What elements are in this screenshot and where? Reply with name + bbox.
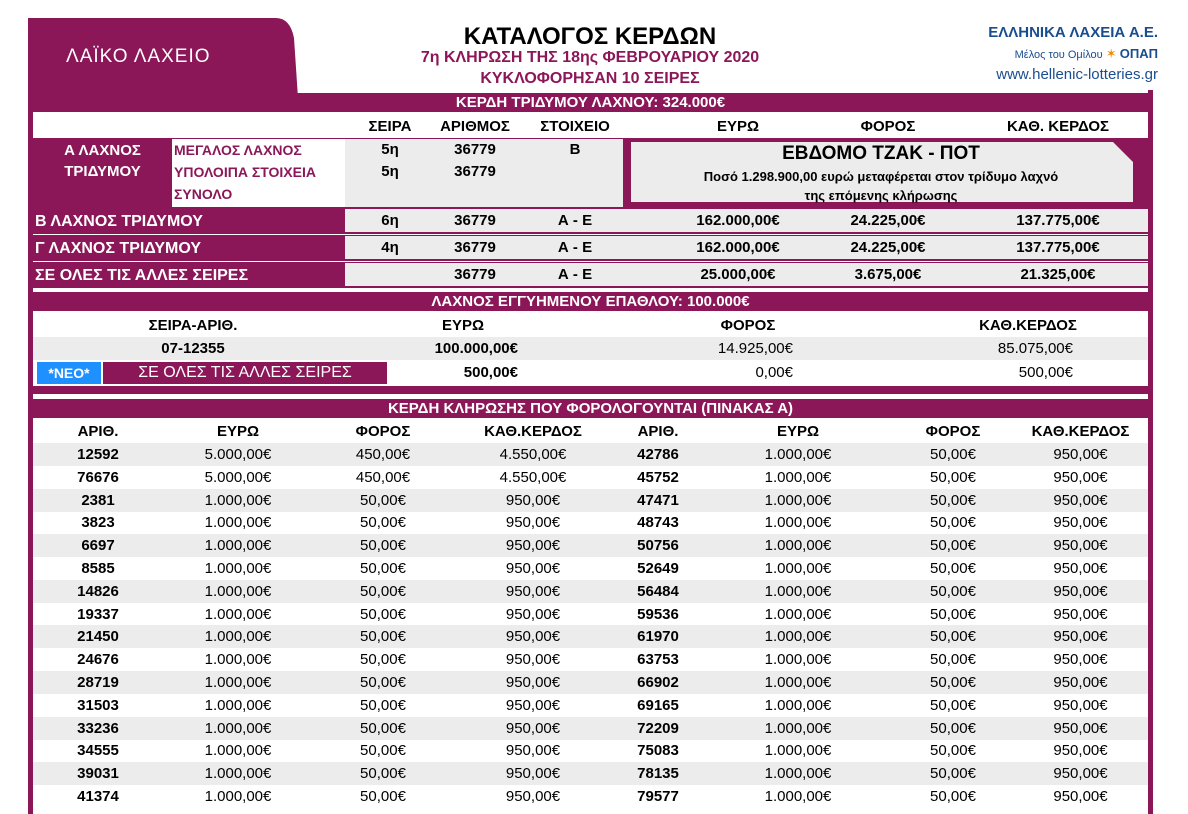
table-cell: 50,00€ xyxy=(930,651,976,669)
table-cell: 1.000,00€ xyxy=(764,537,832,555)
triple-row-label: Β ΛΑΧΝΟΣ ΤΡΙΔΥΜΟΥ xyxy=(35,213,203,230)
page-title: ΚΑΤΑΛΟΓΟΣ ΚΕΡΔΩΝ xyxy=(463,23,717,50)
triple-row-element: Α - Ε xyxy=(557,239,593,256)
table-cell: 50,00€ xyxy=(360,788,406,805)
triple-band: ΚΕΡΔΗ ΤΡΙΔΥΜΟΥ ΛΑΧΝΟΥ: 324.000€ xyxy=(33,93,1148,112)
table-cell: 1.000,00€ xyxy=(764,560,832,577)
table-cell: 950,00€ xyxy=(1053,514,1108,532)
table-cell: 50,00€ xyxy=(360,582,406,600)
table-row xyxy=(33,557,1148,580)
table-cell: 950,00€ xyxy=(505,582,561,600)
opap-logo-text: ΟΠΑΠ xyxy=(1119,46,1158,61)
table-cell: 50,00€ xyxy=(930,468,976,486)
table-cell: 33236 xyxy=(77,719,119,737)
table-cell: 1.000,00€ xyxy=(764,605,832,623)
new-badge: *ΝΕΟ* xyxy=(37,362,101,384)
table-cell: 950,00€ xyxy=(1053,537,1108,555)
a-row-1-element: Β xyxy=(569,141,581,158)
table-cell: 61970 xyxy=(637,628,679,646)
table-row xyxy=(33,694,1148,717)
triple-row-net: 21.325,00€ xyxy=(1020,266,1096,283)
table-cell: 950,00€ xyxy=(1053,446,1108,463)
table-cell: 34555 xyxy=(77,742,119,760)
table-cell: 950,00€ xyxy=(1053,628,1108,646)
table-cell: 24676 xyxy=(77,651,119,669)
frame-right xyxy=(1148,90,1153,814)
table-cell: 78135 xyxy=(637,765,679,783)
table-cell: 1.000,00€ xyxy=(764,446,832,463)
table-cell: 1.000,00€ xyxy=(764,719,832,737)
table-cell: 8585 xyxy=(81,560,115,577)
table-cell: 50,00€ xyxy=(360,765,406,783)
table-cell: 1.000,00€ xyxy=(764,468,832,486)
triple-row-number: 36779 xyxy=(454,212,496,229)
table-cell: 1.000,00€ xyxy=(764,582,832,600)
table-cell: 50,00€ xyxy=(930,537,976,555)
table-cell: 1.000,00€ xyxy=(764,651,832,669)
table-cell: 950,00€ xyxy=(505,514,561,532)
table-cell: 950,00€ xyxy=(505,651,561,669)
table-cell: 1.000,00€ xyxy=(764,514,832,532)
table-cell: 59536 xyxy=(637,605,679,623)
table-cell: 63753 xyxy=(637,651,679,669)
g2-tax: 0,00€ xyxy=(755,364,793,381)
table-cell: 21450 xyxy=(77,628,119,646)
table-cell: 50,00€ xyxy=(360,674,406,691)
table-cell: 950,00€ xyxy=(505,788,561,805)
table-cell: 950,00€ xyxy=(1053,491,1108,509)
table-cell: 50756 xyxy=(637,537,679,555)
triple-row-label: Γ ΛΑΧΝΟΣ ΤΡΙΔΥΜΟΥ xyxy=(35,240,202,257)
table-row xyxy=(33,489,1148,512)
table-cell: 42786 xyxy=(637,446,679,463)
triple-row-net: 137.775,00€ xyxy=(1016,212,1100,229)
taxed-band: ΚΕΡΔΗ ΚΛΗΡΩΣΗΣ ΠΟΥ ΦΟΡΟΛΟΓΟΥΝΤΑΙ (ΠΙΝΑΚΑΣ Α) xyxy=(33,399,1148,418)
table-cell: 3823 xyxy=(81,514,115,532)
table-cell: 5.000,00€ xyxy=(204,468,272,486)
table-row xyxy=(33,511,1148,534)
tx-h-num-1: ΑΡΙΘ. xyxy=(77,423,119,440)
triple-row-series: 4η xyxy=(381,239,399,256)
table-cell: 75083 xyxy=(637,742,679,760)
table-cell: 950,00€ xyxy=(505,605,561,623)
table-cell: 950,00€ xyxy=(1053,468,1108,486)
table-cell: 950,00€ xyxy=(1053,674,1108,691)
table-cell: 50,00€ xyxy=(360,628,406,646)
table-cell: 50,00€ xyxy=(930,788,976,805)
table-cell: 950,00€ xyxy=(505,491,561,509)
triple-row-euro: 25.000,00€ xyxy=(700,266,776,283)
table-cell: 50,00€ xyxy=(930,628,976,646)
gh-id: ΣΕΙΡΑ-ΑΡΙΘ. xyxy=(148,317,238,334)
tx-h-euro-1: ΕΥΡΩ xyxy=(216,423,260,440)
table-cell: 14826 xyxy=(77,582,119,600)
table-cell: 950,00€ xyxy=(505,696,561,714)
triple-header-row xyxy=(33,115,1148,138)
table-row xyxy=(33,466,1148,489)
table-cell: 950,00€ xyxy=(1053,560,1108,577)
table-cell: 52649 xyxy=(637,560,679,577)
table-cell: 1.000,00€ xyxy=(204,719,272,737)
table-cell: 50,00€ xyxy=(360,696,406,714)
jackpot-title: ΕΒΔΟΜΟ ΤΖΑΚ - ΠΟΤ xyxy=(782,143,980,164)
table-cell: 50,00€ xyxy=(930,446,976,463)
th-tax: ΦΟΡΟΣ xyxy=(860,118,916,135)
series-subtitle: ΚΥΚΛΟΦΟΡΗΣΑΝ 10 ΣΕΙΡΕΣ xyxy=(480,70,700,87)
table-cell: 31503 xyxy=(77,696,119,714)
a-row-2-series: 5η xyxy=(381,163,399,180)
g2-net: 500,00€ xyxy=(1018,364,1073,381)
company-name: ΕΛΛΗΝΙΚΑ ΛΑΧΕΙΑ Α.Ε. xyxy=(988,24,1158,41)
g1-id: 07-12355 xyxy=(161,340,225,357)
th-series: ΣΕΙΡΑ xyxy=(368,118,412,135)
table-row xyxy=(33,625,1148,648)
table-cell: 50,00€ xyxy=(930,742,976,760)
jackpot-box xyxy=(623,138,1148,208)
triple-row-series: 6η xyxy=(381,212,399,229)
th-number: ΑΡΙΘΜΟΣ xyxy=(440,118,510,135)
table-cell: 1.000,00€ xyxy=(204,560,272,577)
table-row xyxy=(33,443,1148,466)
g1-net: 85.075,00€ xyxy=(997,340,1073,357)
triple-row-element: Α - Ε xyxy=(557,266,593,283)
table-cell: 950,00€ xyxy=(505,674,561,691)
table-cell: 1.000,00€ xyxy=(204,628,272,646)
table-cell: 1.000,00€ xyxy=(204,514,272,532)
guaranteed-band: ΛΑΧΝΟΣ ΕΓΓΥΗΜΕΝΟΥ ΕΠΑΘΛΟΥ: 100.000€ xyxy=(33,292,1148,311)
table-cell: 50,00€ xyxy=(930,765,976,783)
table-cell: 450,00€ xyxy=(355,468,411,486)
g2-euro: 500,00€ xyxy=(463,364,518,381)
triple-row xyxy=(33,262,1148,288)
table-cell: 50,00€ xyxy=(360,560,406,577)
table-row xyxy=(33,603,1148,626)
table-cell: 50,00€ xyxy=(930,491,976,509)
table-cell: 950,00€ xyxy=(1053,765,1108,783)
table-cell: 12592 xyxy=(77,446,119,463)
table-cell: 47471 xyxy=(637,491,679,509)
table-cell: 1.000,00€ xyxy=(204,696,272,714)
table-cell: 950,00€ xyxy=(505,628,561,646)
table-cell: 50,00€ xyxy=(930,605,976,623)
table-cell: 1.000,00€ xyxy=(204,788,272,805)
a-row-2-label: ΥΠΟΛΟΙΠΑ ΣΤΟΙΧΕΙΑ xyxy=(174,164,316,180)
a-row-1-label: ΜΕΓΑΛΟΣ ΛΑΧΝΟΣ xyxy=(174,142,302,158)
table-cell: 50,00€ xyxy=(360,514,406,532)
triple-row xyxy=(33,208,1148,234)
table-cell: 1.000,00€ xyxy=(204,742,272,760)
draw-subtitle: 7η ΚΛΗΡΩΣΗ ΤΗΣ 18ης ΦΕΒΡΟΥΑΡΙΟΥ 2020 xyxy=(420,49,760,66)
table-cell: 950,00€ xyxy=(505,742,561,760)
table-cell: 50,00€ xyxy=(930,696,976,714)
brand-left-text: ΛΑΪΚΟ ΛΑΧΕΙΟ xyxy=(66,46,211,67)
table-cell: 2381 xyxy=(81,491,115,509)
table-cell: 1.000,00€ xyxy=(764,674,832,691)
table-cell: 950,00€ xyxy=(505,560,561,577)
tx-h-num-2: ΑΡΙΘ. xyxy=(637,423,679,440)
table-cell: 4.550,00€ xyxy=(499,446,567,463)
table-cell: 1.000,00€ xyxy=(764,628,832,646)
guaranteed-row-2 xyxy=(33,361,1148,384)
table-row xyxy=(33,648,1148,671)
table-cell: 1.000,00€ xyxy=(204,491,272,509)
table-row xyxy=(33,580,1148,603)
table-cell: 50,00€ xyxy=(930,514,976,532)
table-cell: 41374 xyxy=(77,788,119,805)
website-link[interactable]: www.hellenic-lotteries.gr xyxy=(996,66,1158,83)
jackpot-text-2: της επόμενης κλήρωσης xyxy=(804,188,958,203)
table-cell: 39031 xyxy=(77,765,119,783)
triple-row xyxy=(33,235,1148,261)
table-cell: 76676 xyxy=(77,468,119,486)
table-cell: 50,00€ xyxy=(360,491,406,509)
table-cell: 950,00€ xyxy=(1053,719,1108,737)
table-cell: 1.000,00€ xyxy=(204,605,272,623)
table-cell: 50,00€ xyxy=(930,674,976,691)
table-cell: 69165 xyxy=(637,696,679,714)
tx-h-tax-1: ΦΟΡΟΣ xyxy=(355,423,411,440)
jackpot-text-1: Ποσό 1.298.900,00 ευρώ μεταφέρεται στον τρίδυμο λαχνό xyxy=(703,169,1059,184)
triple-row-tax: 24.225,00€ xyxy=(850,212,926,229)
g2-label: ΣΕ ΟΛΕΣ ΤΙΣ ΑΛΛΕΣ ΣΕΙΡΕΣ xyxy=(103,362,387,384)
member-text: Μέλος του Ομίλου xyxy=(1014,49,1103,61)
table-cell: 56484 xyxy=(637,582,679,600)
table-cell: 1.000,00€ xyxy=(204,582,272,600)
table-cell: 5.000,00€ xyxy=(204,446,272,463)
table-cell: 50,00€ xyxy=(360,537,406,555)
table-cell: 50,00€ xyxy=(930,582,976,600)
a-row-3-label: ΣΥΝΟΛΟ xyxy=(174,186,233,202)
table-cell: 66902 xyxy=(637,674,679,691)
gh-tax: ΦΟΡΟΣ xyxy=(720,317,776,334)
a-row-1-series: 5η xyxy=(381,141,399,158)
table-cell: 6697 xyxy=(81,537,115,555)
table-cell: 50,00€ xyxy=(360,651,406,669)
table-cell: 19337 xyxy=(77,605,119,623)
table-cell: 45752 xyxy=(637,468,679,486)
th-euro: ΕΥΡΩ xyxy=(716,118,760,135)
table-cell: 950,00€ xyxy=(1053,582,1108,600)
table-cell: 1.000,00€ xyxy=(204,674,272,691)
table-cell: 50,00€ xyxy=(360,742,406,760)
tx-h-net-2: ΚΑΘ.ΚΕΡΔΟΣ xyxy=(1031,423,1130,440)
table-cell: 950,00€ xyxy=(505,537,561,555)
opap-member-line xyxy=(1000,46,1158,62)
table-cell: 1.000,00€ xyxy=(764,788,832,805)
gh-net: ΚΑΘ.ΚΕΡΔΟΣ xyxy=(979,317,1077,334)
g1-euro: 100.000,00€ xyxy=(434,340,518,357)
table-cell: 50,00€ xyxy=(930,719,976,737)
table-row xyxy=(33,717,1148,740)
table-cell: 50,00€ xyxy=(360,605,406,623)
table-cell: 1.000,00€ xyxy=(204,537,272,555)
table-cell: 1.000,00€ xyxy=(764,765,832,783)
a-prize-label-1: Α ΛΑΧΝΟΣ xyxy=(64,142,141,159)
a-row-1-number: 36779 xyxy=(454,141,496,158)
opap-star-icon: ✶ xyxy=(1105,46,1117,61)
taxed-header-row xyxy=(33,420,1148,443)
header-logo-panel xyxy=(28,18,298,98)
th-element: ΣΤΟΙΧΕΙΟ xyxy=(540,118,610,135)
table-cell: 950,00€ xyxy=(1053,742,1108,760)
table-row xyxy=(33,785,1148,808)
table-cell: 950,00€ xyxy=(1053,605,1108,623)
guaranteed-header-row xyxy=(33,314,1148,337)
tx-h-tax-2: ΦΟΡΟΣ xyxy=(925,423,981,440)
table-cell: 79577 xyxy=(637,788,679,805)
table-cell: 48743 xyxy=(637,514,679,532)
table-row xyxy=(33,762,1148,785)
triple-row-label: ΣΕ ΟΛΕΣ ΤΙΣ ΑΛΛΕΣ ΣΕΙΡΕΣ xyxy=(35,267,249,284)
th-net: ΚΑΘ. ΚΕΡΔΟΣ xyxy=(1006,118,1110,135)
table-cell: 950,00€ xyxy=(1053,651,1108,669)
triple-row-tax: 3.675,00€ xyxy=(854,266,922,283)
g1-tax: 14.925,00€ xyxy=(717,340,793,357)
table-cell: 950,00€ xyxy=(1053,788,1108,805)
triple-row-euro: 162.000,00€ xyxy=(696,212,780,229)
triple-row-number: 36779 xyxy=(454,239,496,256)
triple-row-tax: 24.225,00€ xyxy=(850,239,926,256)
gh-euro: ΕΥΡΩ xyxy=(441,317,485,334)
triple-row-euro: 162.000,00€ xyxy=(696,239,780,256)
a-prize-label-2: ΤΡΙΔΥΜΟΥ xyxy=(64,163,141,180)
table-cell: 1.000,00€ xyxy=(204,651,272,669)
table-cell: 72209 xyxy=(637,719,679,737)
triple-row-net: 137.775,00€ xyxy=(1016,239,1100,256)
tx-h-net-1: ΚΑΘ.ΚΕΡΔΟΣ xyxy=(484,423,582,440)
triple-row-number: 36779 xyxy=(454,266,496,283)
a-row-2-number: 36779 xyxy=(454,163,496,180)
table-cell: 1.000,00€ xyxy=(764,696,832,714)
table-cell: 950,00€ xyxy=(505,719,561,737)
triple-row-element: Α - Ε xyxy=(557,212,593,229)
guaranteed-row-1 xyxy=(33,337,1148,360)
table-cell: 1.000,00€ xyxy=(764,742,832,760)
section-divider xyxy=(33,386,1148,394)
table-cell: 4.550,00€ xyxy=(499,468,567,486)
table-cell: 1.000,00€ xyxy=(764,491,832,509)
table-cell: 50,00€ xyxy=(930,560,976,577)
table-cell: 1.000,00€ xyxy=(204,765,272,783)
table-row xyxy=(33,739,1148,762)
tx-h-euro-2: ΕΥΡΩ xyxy=(776,423,820,440)
table-row xyxy=(33,534,1148,557)
table-cell: 950,00€ xyxy=(505,765,561,783)
table-row xyxy=(33,671,1148,694)
table-cell: 450,00€ xyxy=(355,446,411,463)
table-cell: 28719 xyxy=(77,674,119,691)
table-cell: 950,00€ xyxy=(1053,696,1108,714)
table-cell: 50,00€ xyxy=(360,719,406,737)
